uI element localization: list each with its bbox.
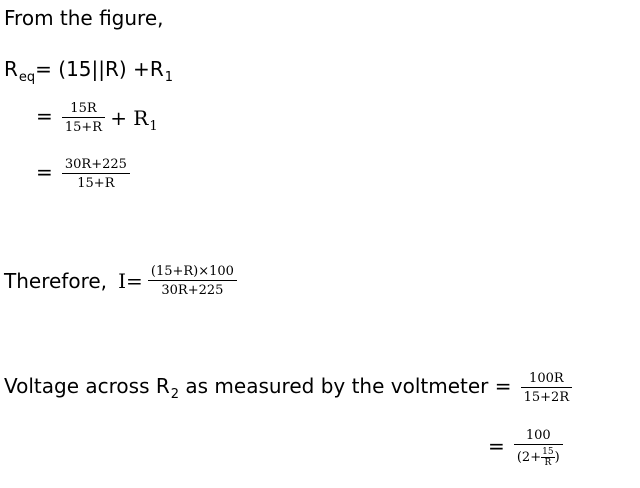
final-fraction xyxy=(514,428,563,468)
step1-plus-r xyxy=(110,106,158,134)
req-rhs: = (15||R) +R xyxy=(35,57,164,81)
current-variable: I= xyxy=(118,269,143,293)
voltage-equation xyxy=(4,371,572,405)
voltage-text xyxy=(4,374,512,402)
voltage-numerator: 100R xyxy=(529,371,564,386)
final-inner-numerator: 15 xyxy=(542,447,554,457)
step2-denominator: 15+R xyxy=(62,173,130,191)
therefore-equation xyxy=(4,264,237,298)
final-inner-denominator: R xyxy=(541,457,554,468)
final-numerator: 100 xyxy=(525,428,551,443)
req-rhs-subscript: 1 xyxy=(164,70,173,85)
step1-fraction xyxy=(62,101,105,135)
final-den-left: (2+ xyxy=(516,450,542,465)
final-equation xyxy=(488,428,563,468)
therefore-label: Therefore, xyxy=(4,269,108,293)
step1-denominator: 15+R xyxy=(62,117,105,135)
step1-equation xyxy=(36,101,158,135)
voltage-text-before: Voltage across R xyxy=(4,374,170,398)
final-den-right: ) xyxy=(554,450,560,465)
voltage-denominator: 15+2R xyxy=(521,387,573,405)
voltage-subscript: 2 xyxy=(170,387,180,402)
final-denominator xyxy=(514,444,563,468)
step1-subscript: 1 xyxy=(149,119,158,134)
therefore-denominator: 30R+225 xyxy=(148,280,237,298)
req-subscript: eq xyxy=(18,70,36,85)
step2-equation xyxy=(36,157,130,191)
voltage-text-after: as measured by the voltmeter = xyxy=(179,374,512,398)
req-symbol: R xyxy=(4,57,18,81)
step2-numerator: 30R+225 xyxy=(64,157,127,172)
final-equals: = xyxy=(488,433,505,458)
req-equation xyxy=(4,57,173,85)
step2-equals: = xyxy=(36,159,53,184)
voltage-fraction xyxy=(521,371,573,405)
final-inner-fraction xyxy=(541,447,554,468)
step1-equals: = xyxy=(36,103,53,128)
therefore-fraction xyxy=(148,264,237,298)
step1-numerator: 15R xyxy=(70,101,97,116)
step1-plus: + R xyxy=(110,106,149,130)
therefore-numerator: (15+R)×100 xyxy=(150,264,234,279)
step2-fraction xyxy=(62,157,130,191)
intro-text: From the figure, xyxy=(4,6,164,30)
